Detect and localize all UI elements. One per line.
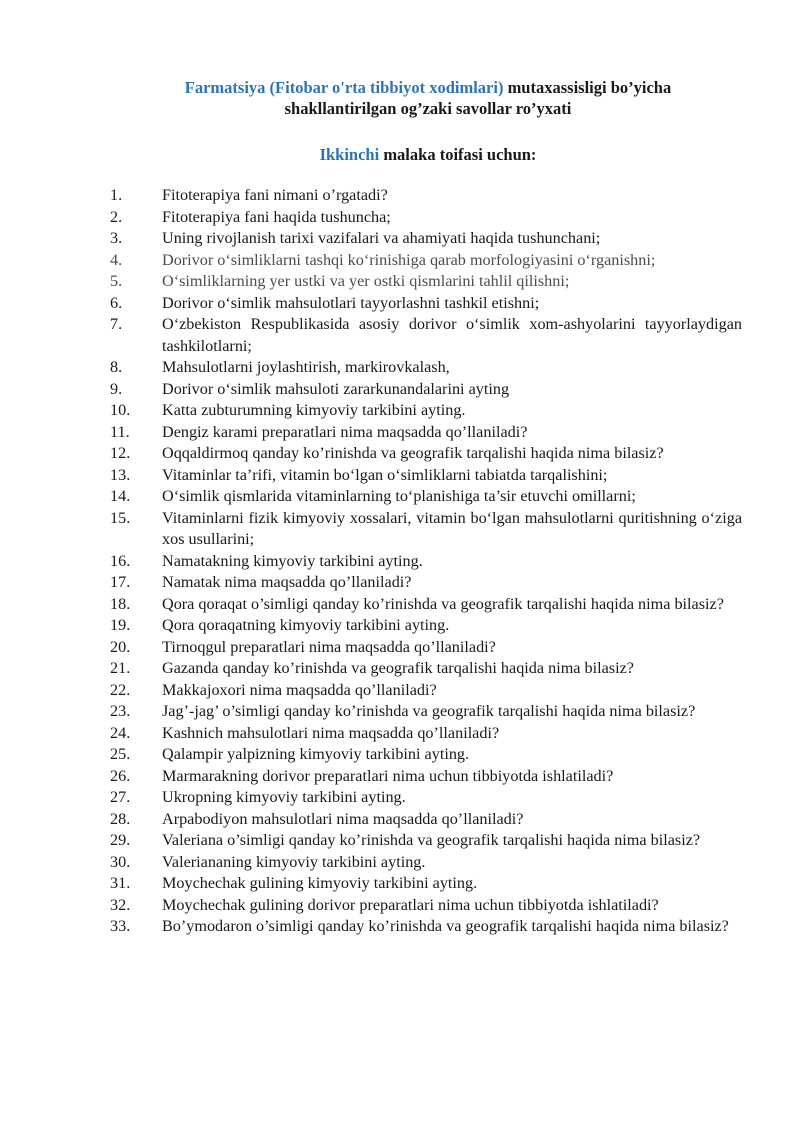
list-item <box>110 615 742 637</box>
question-number: 17. <box>110 573 131 591</box>
question-text: Katta zubturumning kimyoviy tarkibini ayting. <box>162 401 466 419</box>
list-item <box>110 228 742 250</box>
question-text: Dengiz karami preparatlari nima maqsadda qo’llaniladi? <box>162 422 528 441</box>
list-item <box>110 594 742 616</box>
question-number: 28. <box>110 809 131 828</box>
question-number: 13. <box>110 465 131 484</box>
question-text: Arpabodiyon mahsulotlari nima maqsadda qo’llaniladi? <box>162 809 524 828</box>
question-number: 31. <box>110 874 131 892</box>
list-item <box>110 486 742 508</box>
question-text: Moychechak gulining dorivor preparatlari nima uchun tibbiyotda ishlatiladi? <box>162 895 659 914</box>
title-line1-rest: mutaxassisligi bo’yicha <box>503 78 672 97</box>
list-item <box>110 787 742 809</box>
category-name: Ikkinchi <box>319 145 380 164</box>
question-number: 29. <box>110 831 131 849</box>
question-text: Ukropning kimyoviy tarkibini ayting. <box>162 788 406 806</box>
question-text: O‘simlik qismlarida vitaminlarning to‘planishiga ta’sir etuvchi omillarni; <box>162 487 636 505</box>
list-item <box>110 551 742 573</box>
question-number: 2. <box>110 207 123 226</box>
question-text: Qora qoraqat o’simligi qanday ko’rinishda va geografik tarqalishi haqida nima bilasiz? <box>162 594 724 613</box>
question-number: 15. <box>110 508 131 527</box>
question-number: 32. <box>110 895 131 914</box>
question-text: Dorivor o‘simlik mahsuloti zararkunandalarini ayting <box>162 379 510 398</box>
list-item <box>110 422 742 444</box>
question-text: Qalampir yalpizning kimyoviy tarkibini ayting. <box>162 745 470 763</box>
question-text: Valeriana o’simligi qanday ko’rinishda va geografik tarqalishi haqida nima bilasiz? <box>162 831 701 849</box>
question-number: 22. <box>110 680 131 699</box>
list-item <box>110 658 742 680</box>
question-list <box>110 185 742 938</box>
question-number: 12. <box>110 444 131 462</box>
list-item <box>110 314 742 357</box>
question-number: 1. <box>110 186 123 204</box>
document-title <box>100 77 756 98</box>
list-item <box>110 508 742 551</box>
question-text: Dorivor o‘simlik mahsulotlari tayyorlashni tashkil etishni; <box>162 293 540 312</box>
question-text: O‘zbekiston Respublikasida asosiy dorivor o‘simlik xom-ashyolarini tayyorlaydigan tashkilotlarni; <box>162 315 742 355</box>
question-number: 6. <box>110 293 123 312</box>
question-text: Vitaminlarni fizik kimyoviy xossalari, vitamin bo‘lgan mahsulotlarni quritishning o‘ziga xos usullarini; <box>162 508 742 548</box>
question-number: 24. <box>110 723 131 742</box>
list-item <box>110 207 742 229</box>
question-number: 4. <box>110 250 123 269</box>
question-text: Fitoterapiya fani nimani o’rgatadi? <box>162 186 388 204</box>
question-number: 5. <box>110 272 123 290</box>
question-number: 14. <box>110 487 131 505</box>
question-number: 18. <box>110 594 131 613</box>
question-text: Qora qoraqatning kimyoviy tarkibini ayting. <box>162 616 450 634</box>
document-subtitle: shakllantirilgan og’zaki savollar ro’yxati <box>284 99 572 118</box>
list-item <box>110 271 742 293</box>
list-item <box>110 185 742 207</box>
question-text: O‘simliklarning yer ustki va yer ostki qismlarini tahlil qilishni; <box>162 272 570 290</box>
question-number: 19. <box>110 616 131 634</box>
question-text: Makkajoxori nima maqsadda qo’llaniladi? <box>162 680 437 699</box>
question-text: Gazanda qanday ko’rinishda va geografik tarqalishi haqida nima bilasiz? <box>162 659 634 677</box>
question-number: 11. <box>110 422 130 441</box>
question-number: 26. <box>110 766 131 785</box>
list-item <box>110 809 742 831</box>
question-number: 27. <box>110 788 131 806</box>
list-item <box>110 379 742 401</box>
question-text: Dorivor o‘simliklarni tashqi ko‘rinishiga qarab morfologiyasini o‘rganishni; <box>162 250 656 269</box>
question-text: Kashnich mahsulotlari nima maqsadda qo’llaniladi? <box>162 723 500 742</box>
question-number: 33. <box>110 917 131 935</box>
question-text: Mahsulotlarni joylashtirish, markirovkalash, <box>162 358 450 376</box>
question-text: Uning rivojlanish tarixi vazifalari va ahamiyati haqida tushunchani; <box>162 229 601 247</box>
question-number: 10. <box>110 401 131 419</box>
list-item <box>110 465 742 487</box>
list-item <box>110 744 742 766</box>
list-item <box>110 250 742 272</box>
list-item <box>110 766 742 788</box>
question-text: Namatakning kimyoviy tarkibini ayting. <box>162 551 423 570</box>
question-text: Tirnoqgul preparatlari nima maqsadda qo’llaniladi? <box>162 637 496 656</box>
list-item <box>110 680 742 702</box>
category-heading-rest: malaka toifasi uchun: <box>379 145 537 164</box>
list-item <box>110 701 742 723</box>
specialty-name: Farmatsiya (Fitobar o'rta tibbiyot xodimlari) <box>184 78 504 97</box>
list-item <box>110 357 742 379</box>
list-item <box>110 293 742 315</box>
question-text: Moychechak gulining kimyoviy tarkibini ayting. <box>162 874 478 892</box>
list-item <box>110 852 742 874</box>
question-number: 20. <box>110 637 131 656</box>
question-number: 16. <box>110 551 131 570</box>
question-number: 30. <box>110 852 131 871</box>
question-text: Oqqaldirmoq qanday ko’rinishda va geografik tarqalishi haqida nima bilasiz? <box>162 444 664 462</box>
question-number: 25. <box>110 745 131 763</box>
question-text: Namatak nima maqsadda qo’llaniladi? <box>162 573 412 591</box>
question-number: 23. <box>110 702 131 720</box>
question-text: Marmarakning dorivor preparatlari nima uchun tibbiyotda ishlatiladi? <box>162 766 614 785</box>
question-text: Jag’-jag’ o’simligi qanday ko’rinishda va geografik tarqalishi haqida nima bilasiz? <box>162 702 696 720</box>
question-number: 7. <box>110 315 123 333</box>
list-item <box>110 895 742 917</box>
list-item <box>110 400 742 422</box>
list-item <box>110 916 742 938</box>
question-text: Valeriananing kimyoviy tarkibini ayting. <box>162 852 426 871</box>
question-number: 21. <box>110 659 131 677</box>
list-item <box>110 443 742 465</box>
question-text: Vitaminlar ta’rifi, vitamin bo‘lgan o‘simliklarni tabiatda tarqalishini; <box>162 465 608 484</box>
list-item <box>110 723 742 745</box>
list-item <box>110 637 742 659</box>
question-text: Bo’ymodaron o’simligi qanday ko’rinishda va geografik tarqalishi haqida nima bilasiz? <box>162 917 729 935</box>
category-heading <box>100 144 756 165</box>
list-item <box>110 830 742 852</box>
list-item <box>110 572 742 594</box>
question-number: 9. <box>110 379 123 398</box>
list-item <box>110 873 742 895</box>
question-number: 3. <box>110 229 123 247</box>
question-text: Fitoterapiya fani haqida tushuncha; <box>162 207 391 226</box>
question-number: 8. <box>110 358 123 376</box>
